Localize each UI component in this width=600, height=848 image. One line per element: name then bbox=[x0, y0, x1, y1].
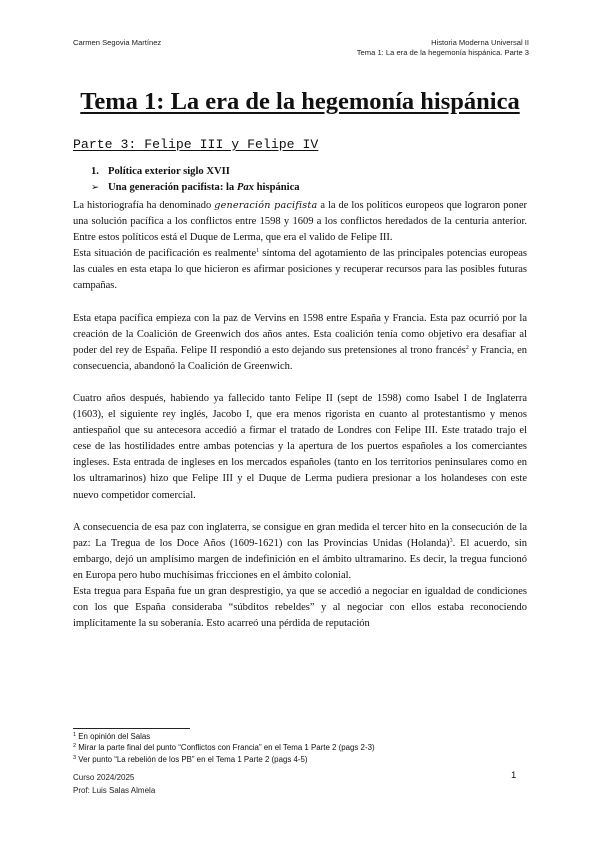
section-text: Política exterior siglo XVII bbox=[108, 166, 230, 177]
arrow-bullet-icon: ➢ bbox=[91, 182, 99, 193]
footnote-3 bbox=[73, 754, 375, 765]
header-right bbox=[357, 38, 529, 58]
footnote-2-text: Mirar la parte final del punto “Conflictos con Francia” en el Tema 1 Parte 2 (pags 2-3) bbox=[76, 743, 375, 753]
paragraph-3 bbox=[73, 311, 527, 375]
paragraph-1-text-a: La historiografía ha denominado bbox=[73, 200, 215, 211]
footnote-3-number: 3 bbox=[73, 754, 77, 761]
page-number: 1 bbox=[511, 770, 517, 781]
footnote-ref-1[interactable]: 1 bbox=[256, 248, 260, 255]
subsection-text-a: Una generación pacifista: la bbox=[108, 182, 237, 193]
document-title: Tema 1: La era de la hegemonía hispánica bbox=[80, 88, 520, 115]
footnote-1-text: En opinión del Salas bbox=[76, 732, 151, 741]
paragraph-5-text-b: . El acuerdo, sin embargo, dejó un amplísimo margen de indefinición en el ámbito ultramarino. Es decir, la tregua funcionó en Europa pero hubo muchísimas fricciones en el ámbito colonial. bbox=[73, 537, 528, 581]
footnote-ref-2[interactable]: 2 bbox=[465, 344, 469, 351]
paragraph-5-text-a: A consecuencia de esa paz con inglaterra, se consigue en gran medida el tercer hito en la consecución de la paz: La Tregua de los Doce Años (1609-1621) con las Provincias Unidas (Holanda) bbox=[73, 521, 527, 549]
subsection-text-italic: Pax bbox=[236, 182, 254, 193]
paragraph-2-text-b: síntoma del agotamiento de las principales potencias europeas las cuales en esta etapa lo que hicieron es afirmar posiciones y recuperar recursos para las posibles futuras campañas. bbox=[73, 248, 527, 292]
footnote-ref-3[interactable]: 3 bbox=[449, 537, 453, 544]
footnotes bbox=[73, 731, 375, 765]
header-author: Carmen Segovia Martínez bbox=[73, 38, 162, 47]
footer-course: Curso 2024/2025 bbox=[73, 773, 135, 782]
subsection-heading bbox=[91, 182, 300, 193]
paragraph-1-italic: generación pacifista bbox=[214, 200, 318, 211]
footer-professor: Prof: Luis Salas Almela bbox=[73, 785, 156, 795]
paragraph-5 bbox=[73, 520, 527, 584]
paragraph-3-text-a: Esta etapa pacífica empieza con la paz de Vervins en 1598 entre España y Francia. Esta paz ocurrió por la creación de la Coalición de Greenwich dos años antes. Esta coalición tenía como objetivo era desafiar al poder del rey de España. Felipe II respondió a esto dejando sus pretensiones al trono francés bbox=[73, 312, 527, 356]
section-heading bbox=[91, 166, 230, 177]
paragraph-2-text-a: Esta situación de pacificación es realmente bbox=[73, 248, 257, 260]
page-footer bbox=[73, 772, 155, 797]
header-course-title: Historia Moderna Universal II bbox=[431, 38, 529, 47]
paragraph-2 bbox=[73, 246, 527, 294]
footnote-2 bbox=[73, 742, 375, 753]
footnote-3-text: Ver punto “La rebelión de los PB” en el Tema 1 Parte 2 (pags 4-5) bbox=[76, 754, 308, 764]
footnote-1 bbox=[73, 731, 375, 742]
section-number: 1. bbox=[91, 166, 99, 177]
paragraph-6: Esta tregua para España fue un gran desprestigio, ya que se accedió a negociar en igualdad de condiciones con los que España consideraba “súbditos rebeldes” y al negociar con ellos estaba reconociendo implícitamente la su soberanía. Esto acarreó una pérdida de reputación bbox=[73, 585, 527, 630]
header-topic: Tema 1: La era de la hegemonía hispánica. Parte 3 bbox=[356, 48, 529, 57]
footnote-1-number: 1 bbox=[73, 732, 77, 738]
paragraph-1-text-b: a la de los políticos europeos que lograron poner una solución pacífica a los conflictos entre 1598 y 1609 a los conflictos heredados de la centuria anterior. Entre estos políticos está el Duque de Lerma, que era el valido de Felipe III. bbox=[73, 200, 527, 244]
paragraph-4: Cuatro años después, habiendo ya fallecido tanto Felipe II (sept de 1598) como Isabel I de Inglaterra (1603), el siguiente rey inglés, Jacobo I, que era menos rigorista en cuanto al protestantismo y menos antiespañol que su antecesora accedió a firmar el tratado de Londres con Felipe III. Este tratado trajo el cese de las hostilidades entre ambas potencias y la apertura de los puertos españoles a los comerciantes ingleses. Esta entrada de ingleses en los mercados españoles (tanto en los territorios peninsulares como en los ultramarinos) hizo que Felipe III y el Duque de Lerma pudiera presionar a los holandeses con este nuevo competidor comercial. bbox=[73, 392, 527, 501]
paragraph-3-text-b: y Francia, en consecuencia, abandonó la Coalición de Greenwich. bbox=[73, 344, 527, 372]
footnote-2-number: 2 bbox=[73, 743, 77, 750]
document-subtitle: Parte 3: Felipe III y Felipe IV bbox=[73, 137, 319, 152]
subsection-text-b: hispánica bbox=[253, 182, 300, 193]
body-text bbox=[73, 198, 527, 632]
paragraph-1 bbox=[73, 198, 527, 246]
footnote-separator bbox=[73, 728, 190, 729]
